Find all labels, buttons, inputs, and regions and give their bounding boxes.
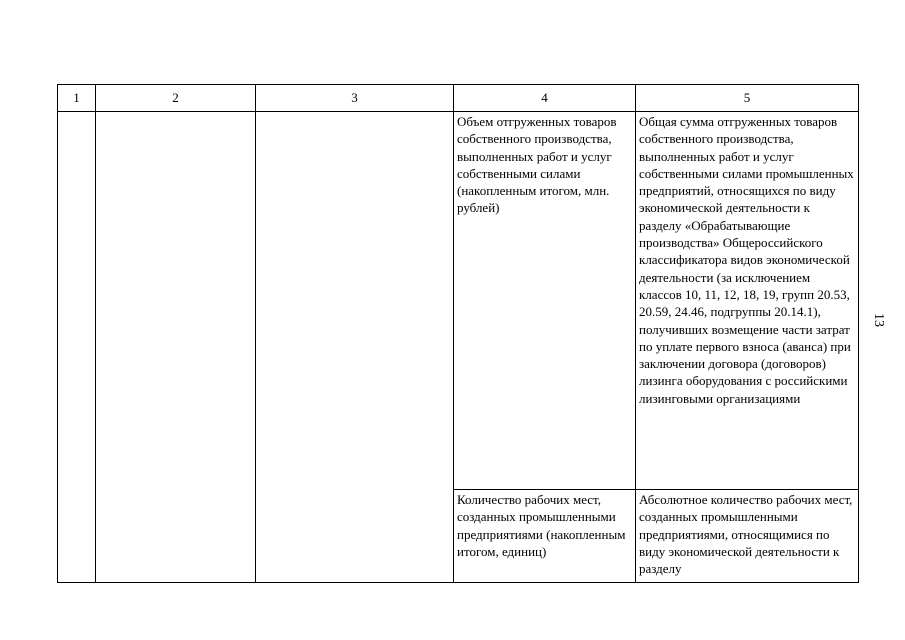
header-cell-1: 1 (58, 85, 96, 112)
table-row (58, 112, 859, 490)
header-cell-5: 5 (636, 85, 859, 112)
empty-cell-col1 (58, 112, 96, 583)
header-cell-4: 4 (454, 85, 636, 112)
page-number: 13 (871, 313, 886, 327)
indicator-description-cell: Общая сумма отгруженных товаров собственного производства, выполненных работ и услуг собственными силами промышленных предприятий, относящихся по виду экономической деятельности к разделу «Обрабатывающие производства» Общероссийского классификатора видов экономической деятельности (за исключением классов 10, 11, 12, 18, 19, групп 20.53, 20.59, 24.46, подгруппы 20.14.1), получивших возмещение части затрат по уплате первого взноса (аванса) при заключении договора (договоров) лизинга оборудования с российскими лизинговыми организациями (636, 112, 859, 490)
indicator-description-cell: Абсолютное количество рабочих мест, созданных промышленными предприятиями, относящимися по виду экономической деятельности к разделу (636, 490, 859, 583)
table-header-row (58, 85, 859, 112)
header-cell-2: 2 (96, 85, 256, 112)
empty-cell-col2 (96, 112, 256, 583)
indicator-name-cell: Количество рабочих мест, созданных промышленными предприятиями (накопленным итогом, единиц) (454, 490, 636, 583)
empty-cell-col3 (256, 112, 454, 583)
header-cell-3: 3 (256, 85, 454, 112)
indicators-table (57, 84, 859, 583)
indicator-name-cell: Объем отгруженных товаров собственного производства, выполненных работ и услуг собственными силами (накопленным итогом, млн. рублей) (454, 112, 636, 490)
